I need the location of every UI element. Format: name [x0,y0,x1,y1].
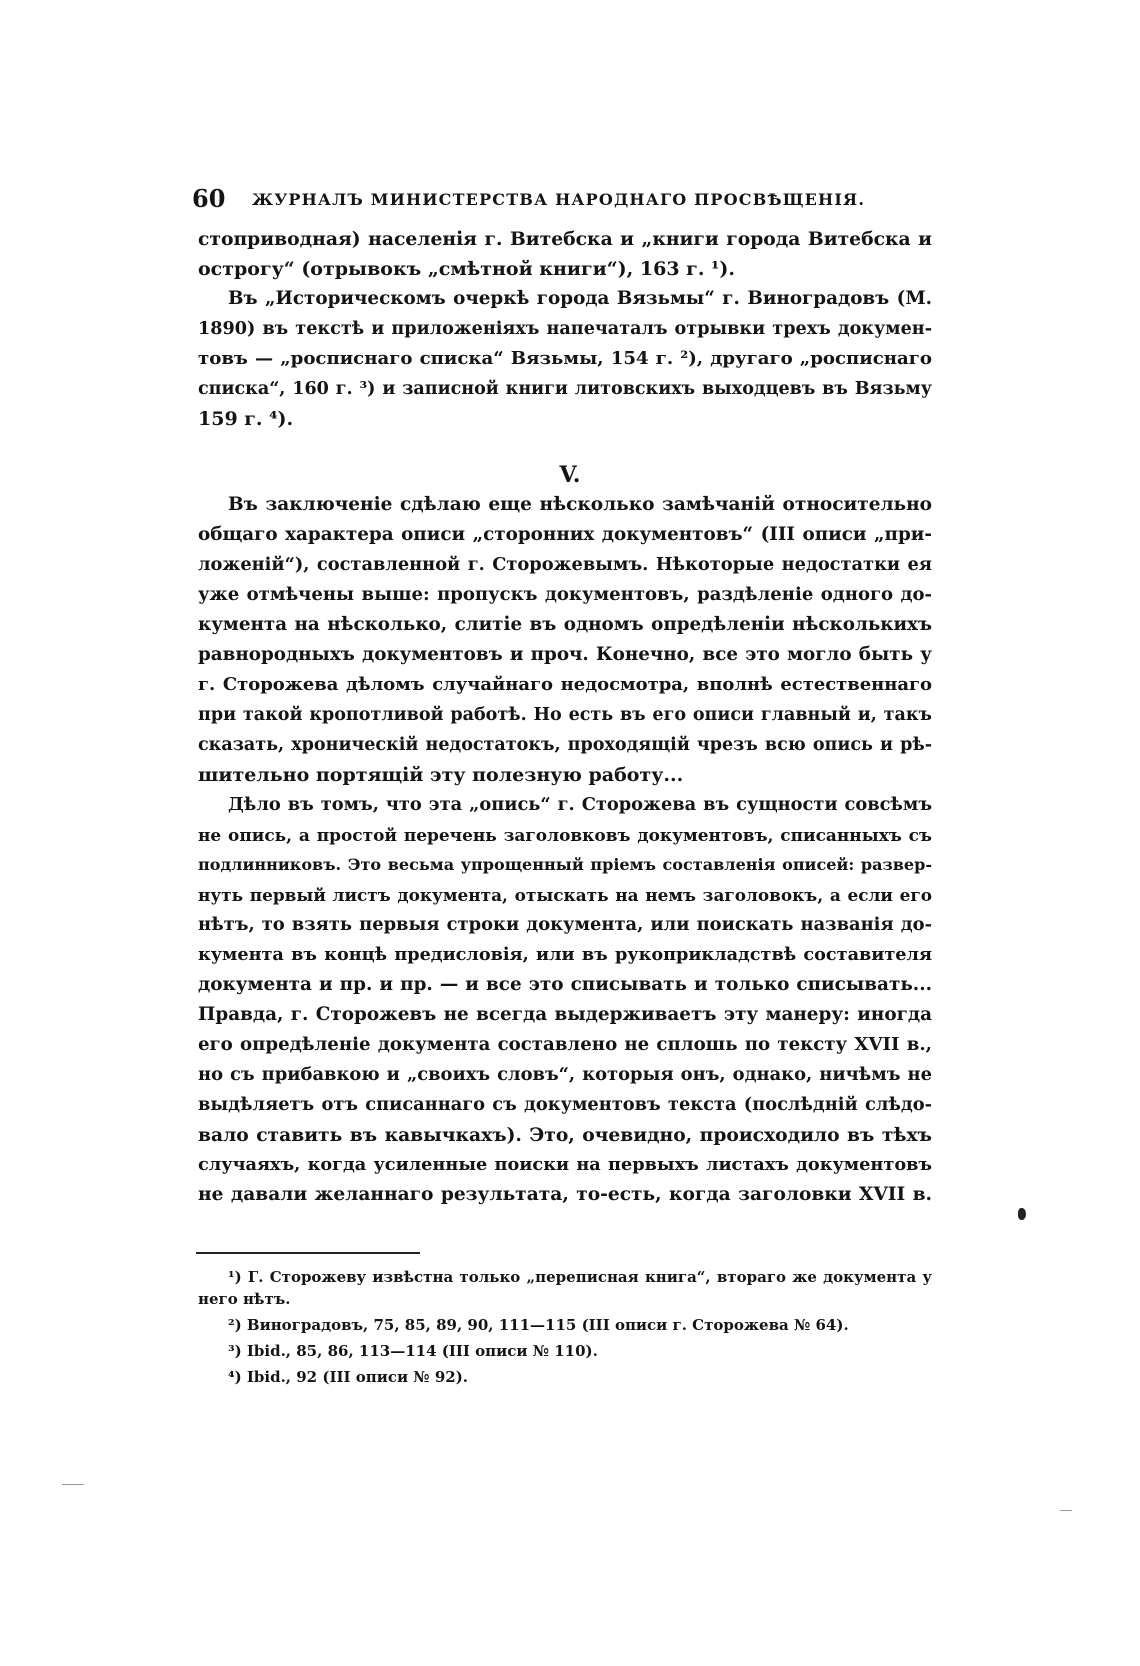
text-line: Въ заключеніе сдѣлаю еще нѣсколько замѣчаній относительно [228,494,932,515]
footnote-3: ³) Ibid., 85, 86, 113—114 (III описи № 110). [228,1342,598,1360]
scan-edge-mark [62,1484,84,1485]
section-heading: V. [559,462,581,488]
page-header [192,184,932,214]
text-line: кумента въ концѣ предисловія, или въ рукоприкладствѣ составителя [198,944,932,965]
footnote-1: ¹) Г. Сторожеву извѣстна только „переписная книга“, втораго же документа у [228,1268,932,1286]
text-line: при такой кропотливой работѣ. Но есть въ его описи главный и, такъ [198,705,932,725]
text-line: нѣтъ, то взять первыя строки документа, или поискать названія до- [198,914,932,935]
text-line: Дѣло въ томъ, что эта „опись“ г. Сторожева въ сущности совсѣмъ [228,794,932,815]
margin-mark [1018,1208,1026,1220]
text-line: 159 г. ⁴). [198,408,294,430]
text-line: не опись, а простой перечень заголовковъ документовъ, списанныхъ съ [198,825,932,845]
text-line: не давали желаннаго результата, то-есть, когда заголовки XVII в. [198,1184,932,1205]
text-line: выдѣляетъ отъ списаннаго съ документовъ текста (послѣдній слѣдо- [198,1094,932,1115]
text-line: подлинниковъ. Это весьма упрощенный пріемъ составленія описей: развер- [198,855,932,874]
text-line: кумента на нѣсколько, слитіе въ одномъ опредѣленіи нѣсколькихъ [198,614,932,635]
footnote-2: ²) Виноградовъ, 75, 85, 89, 90, 111—115 (III описи г. Сторожева № 64). [228,1316,849,1334]
text-line: г. Сторожева дѣломъ случайнаго недосмотра, вполнѣ естественнаго [198,674,932,695]
text-line: равнородныхъ документовъ и проч. Конечно, все это могло быть у [198,644,932,665]
text-line: Правда, г. Сторожевъ не всегда выдерживаетъ эту манеру: иногда [198,1004,932,1025]
text-line: Въ „Историческомъ очеркѣ города Вязьмы“ г. Виноградовъ (М. [228,288,932,309]
text-line: стоприводная) населенія г. Витебска и „книги города Витебска и [198,228,932,250]
text-line: списка“, 160 г. ³) и записной книги литовскихъ выходцевъ въ Вязьму [198,379,932,399]
text-line: 1890) въ текстѣ и приложеніяхъ напечаталъ отрывки трехъ докумен- [198,318,932,339]
running-title: ЖУРНАЛЪ МИНИСТЕРСТВА НАРОДНАГО ПРОСВѢЩЕНІЯ. [252,190,866,209]
text-line: его опредѣленіе документа составлено не сплошь по тексту XVII в., [198,1034,932,1055]
text-line: товъ — „росписнаго списка“ Вязьмы, 154 г. ²), другаго „росписнаго [198,348,932,369]
text-line: острогу“ (отрывокъ „смѣтной книги“), 163 г. ¹). [198,258,735,280]
footnote-1-continued: него нѣтъ. [198,1290,291,1308]
text-line: общаго характера описи „сторонних документовъ“ (III описи „при- [198,524,932,545]
text-line: вало ставить въ кавычкахъ). Это, очевидно, происходило въ тѣхъ [198,1124,932,1146]
scan-edge-mark [1060,1510,1072,1511]
text-line: шительно портящій эту полезную работу... [198,764,684,786]
text-line: но съ прибавкою и „своихъ словъ“, которыя онъ, однако, ничѣмъ не [198,1064,932,1085]
text-line: случаяхъ, когда усиленные поиски на первыхъ листахъ документовъ [198,1154,932,1175]
text-line: нуть первый листъ документа, отыскать на немъ заголовокъ, а если его [198,885,932,905]
footnote-4: ⁴) Ibid., 92 (III описи № 92). [228,1368,469,1386]
text-line: ложеній“), составленной г. Сторожевымъ. Нѣкоторые недостатки ея [198,554,932,575]
text-line: документа и пр. и пр. — и все это списывать и только списывать... [198,974,932,995]
footnote-rule [196,1252,420,1254]
text-line: сказать, хроническій недостатокъ, проходящій чрезъ всю опись и рѣ- [198,735,932,755]
text-line: уже отмѣчены выше: пропускъ документовъ, раздѣленіе одного до- [198,584,932,605]
page-number: 60 [192,184,226,213]
